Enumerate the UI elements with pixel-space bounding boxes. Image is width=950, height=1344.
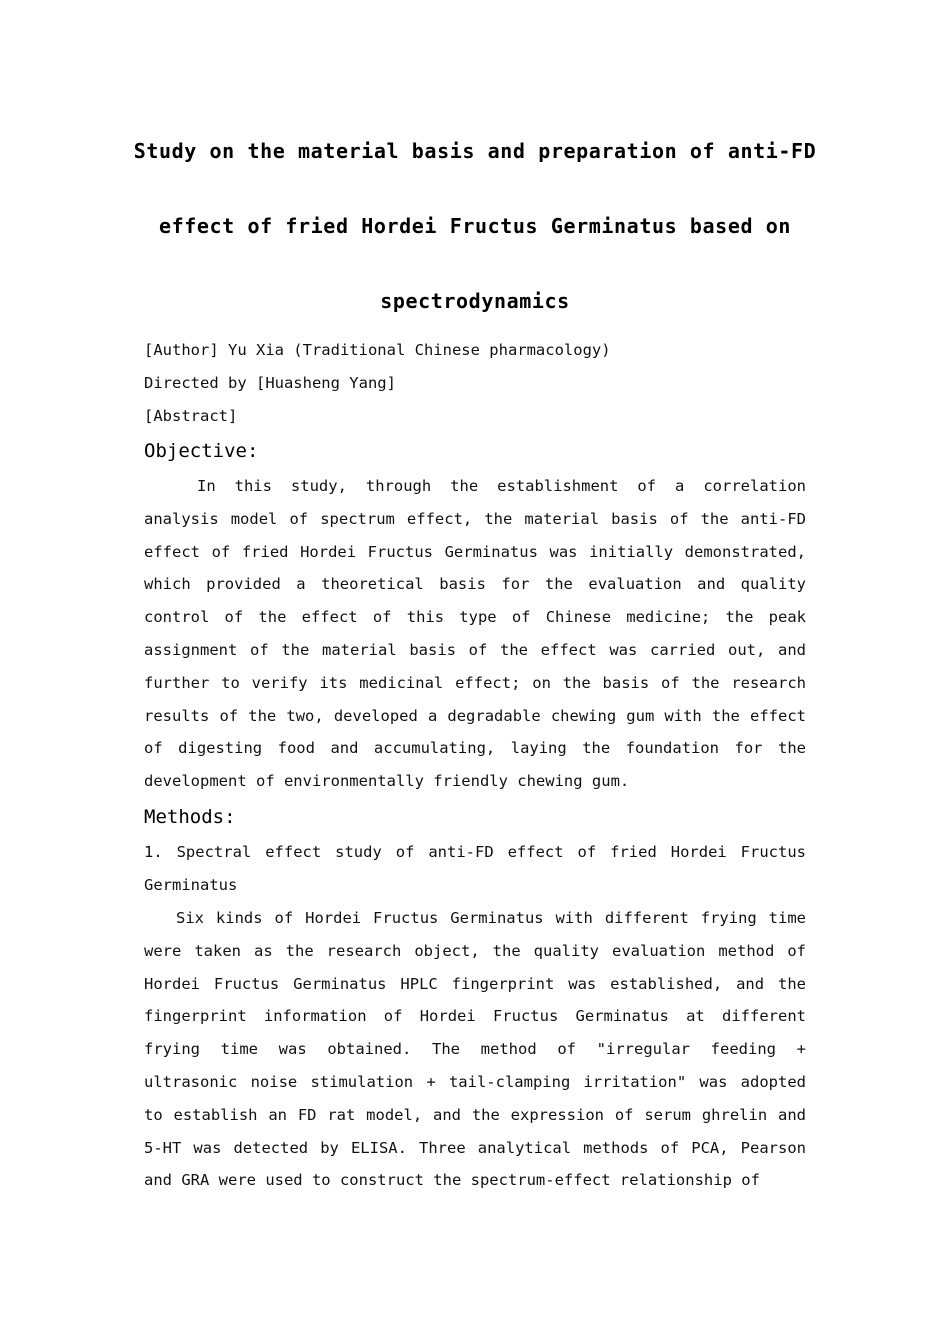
author-line: [Author] Yu Xia (Traditional Chinese pharmacology) — [144, 341, 611, 359]
methods-heading: Methods: — [144, 806, 236, 828]
title-line-3: spectrodynamics — [380, 289, 570, 313]
methods-item-1-paragraph: Six kinds of Hordei Fructus Germinatus with different frying time were taken as the research object, the quality evaluation method of Hordei Fructus Germinatus HPLC fingerprint was established, and the fingerprint information of Hordei Fructus Germinatus at different frying time was obtained. The method of "irregular feeding + ultrasonic noise stimulation + tail-clamping irritation" was adopted to establish an FD rat model, and the expression of serum ghrelin and 5-HT was detected by ELISA. Three analytical methods of PCA, Pearson and GRA were used to construct the spectrum-effect relationship of — [144, 909, 806, 1190]
objective-heading: Objective: — [144, 440, 259, 462]
objective-paragraph: In this study, through the establishment of a correlation analysis model of spectrum effect, the material basis of the anti-FD effect of fried Hordei Fructus Germinatus was initially demonstrated, which provided a theoretical basis for the evaluation and quality control of the effect of this type of Chinese medicine; the peak assignment of the material basis of the effect was carried out, and further to verify its medicinal effect; on the basis of the research results of the two, developed a degradable chewing gum with the effect of digesting food and accumulating, laying the foundation for the development of environmentally friendly chewing gum. — [144, 477, 806, 791]
methods-item-1-title: 1. Spectral effect study of anti-FD effect of fried Hordei Fructus Germinatus — [144, 843, 806, 894]
director-line: Directed by [Huasheng Yang] — [144, 374, 396, 392]
title-line-1: Study on the material basis and preparation of anti-FD — [133, 139, 817, 163]
title-line-2: effect of fried Hordei Fructus Germinatus based on — [158, 214, 792, 238]
abstract-label: [Abstract] — [144, 407, 238, 425]
